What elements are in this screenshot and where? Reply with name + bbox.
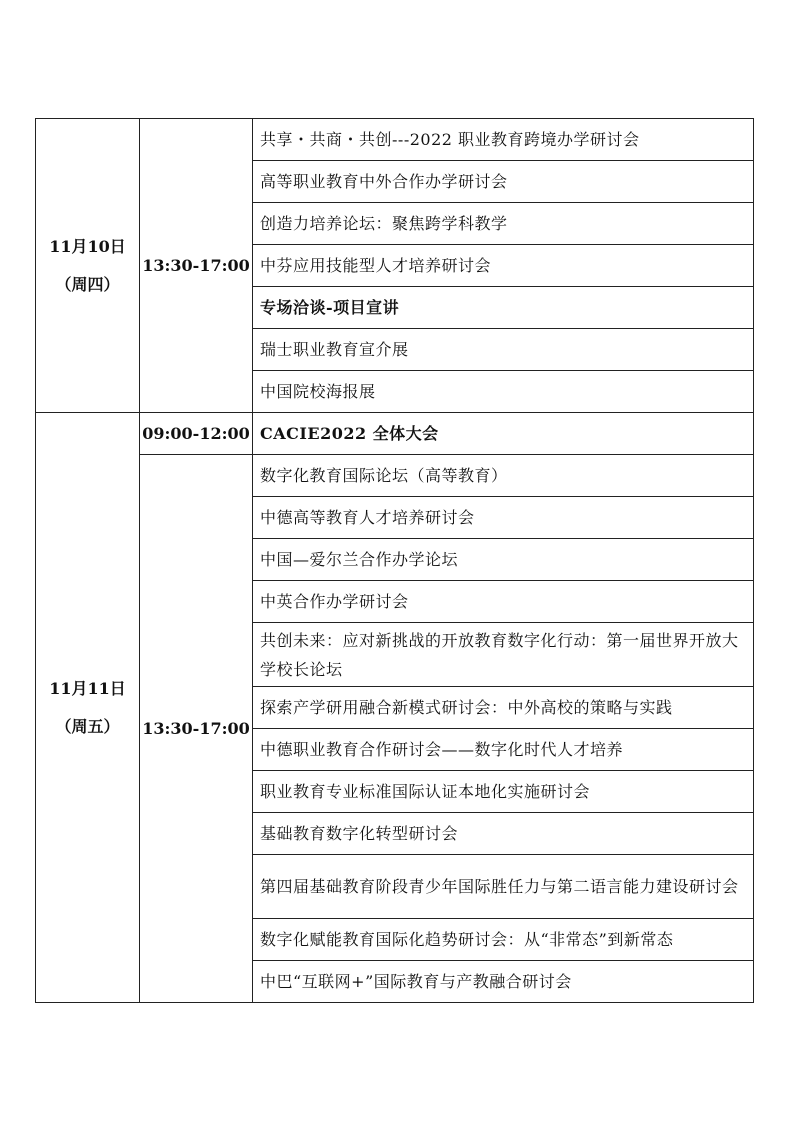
session-title: 数字化教育国际论坛（高等教育） bbox=[253, 455, 754, 497]
date-cell bbox=[36, 413, 140, 1003]
table-row bbox=[36, 413, 754, 455]
schedule-table bbox=[35, 118, 754, 1003]
session-title: CACIE2022 全体大会 bbox=[253, 413, 754, 455]
session-title: 探索产学研用融合新模式研讨会：中外高校的策略与实践 bbox=[253, 687, 754, 729]
session-title: 专场洽谈-项目宣讲 bbox=[253, 287, 754, 329]
session-title: 中国院校海报展 bbox=[253, 371, 754, 413]
time-cell: 13:30-17:00 bbox=[140, 455, 253, 1003]
session-title: 中德职业教育合作研讨会——数字化时代人才培养 bbox=[253, 729, 754, 771]
weekday-label: （周四） bbox=[55, 274, 120, 294]
session-title: 职业教育专业标准国际认证本地化实施研讨会 bbox=[253, 771, 754, 813]
session-title: 创造力培养论坛：聚焦跨学科教学 bbox=[253, 203, 754, 245]
session-title: 数字化赋能教育国际化趋势研讨会：从“非常态”到新常态 bbox=[253, 919, 754, 961]
time-cell: 09:00-12:00 bbox=[140, 413, 253, 455]
session-title: 瑞士职业教育宣介展 bbox=[253, 329, 754, 371]
weekday-label: （周五） bbox=[55, 716, 120, 736]
session-title: 共创未来：应对新挑战的开放教育数字化行动：第一届世界开放大学校长论坛 bbox=[253, 623, 754, 687]
time-cell: 13:30-17:00 bbox=[140, 119, 253, 413]
session-title: 中德高等教育人才培养研讨会 bbox=[253, 497, 754, 539]
session-title: 中国—爱尔兰合作办学论坛 bbox=[253, 539, 754, 581]
date-label: 11月11日 bbox=[49, 678, 126, 698]
session-title: 中英合作办学研讨会 bbox=[253, 581, 754, 623]
date-cell bbox=[36, 119, 140, 413]
session-title: 中芬应用技能型人才培养研讨会 bbox=[253, 245, 754, 287]
session-title: 共享・共商・共创---2022 职业教育跨境办学研讨会 bbox=[253, 119, 754, 161]
table-row bbox=[36, 119, 754, 161]
date-label: 11月10日 bbox=[49, 236, 126, 256]
table-row bbox=[36, 455, 754, 497]
session-title: 高等职业教育中外合作办学研讨会 bbox=[253, 161, 754, 203]
session-title: 第四届基础教育阶段青少年国际胜任力与第二语言能力建设研讨会 bbox=[253, 855, 754, 919]
session-title: 基础教育数字化转型研讨会 bbox=[253, 813, 754, 855]
session-title: 中巴“互联网+”国际教育与产教融合研讨会 bbox=[253, 961, 754, 1003]
